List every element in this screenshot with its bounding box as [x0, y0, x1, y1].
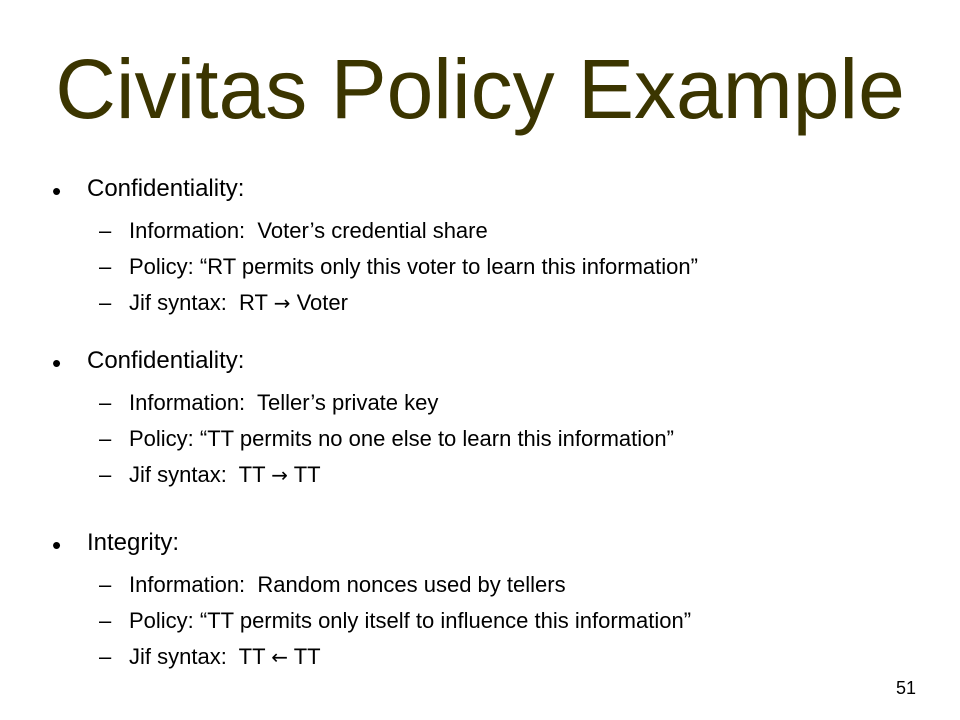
jif-reader: TT: [293, 462, 321, 487]
dash-icon: –: [99, 390, 112, 415]
dash-icon: –: [99, 218, 112, 243]
sub-item-label: Jif syntax:: [129, 462, 227, 487]
dash-icon: –: [99, 644, 112, 669]
dash-icon: –: [99, 254, 112, 279]
dash-icon: –: [99, 608, 112, 633]
dash-icon: –: [99, 462, 112, 487]
jif-owner: RT: [239, 290, 268, 315]
sub-item-label: Jif syntax:: [129, 644, 227, 669]
sub-item-label: Policy:: [129, 254, 194, 279]
jif-reader: TT: [293, 644, 321, 669]
dash-icon: –: [99, 290, 112, 315]
left-arrow-icon: ←: [271, 645, 289, 669]
sub-item-label: Policy:: [129, 426, 194, 451]
sub-item-value: “TT permits no one else to learn this information”: [199, 426, 674, 451]
sub-item-value: “RT permits only this voter to learn this information”: [199, 254, 698, 279]
jif-owner: TT: [238, 644, 266, 669]
sub-item-label: Information:: [129, 390, 246, 415]
page-number: 51: [895, 678, 916, 698]
bullet-heading: Confidentiality:: [87, 175, 245, 202]
bullet-icon: •: [52, 176, 62, 206]
sub-item-value: Voter’s credential share: [257, 218, 488, 243]
sub-item-label: Jif syntax:: [129, 290, 227, 315]
dash-icon: –: [99, 572, 112, 597]
dash-icon: –: [99, 426, 112, 451]
slide-title: Civitas Policy Example: [55, 42, 905, 136]
right-arrow-icon: →: [273, 291, 291, 315]
bullet-heading: Confidentiality:: [87, 347, 245, 374]
right-arrow-icon: →: [271, 463, 289, 487]
bullet-heading: Integrity:: [87, 529, 180, 556]
jif-reader: Voter: [296, 290, 348, 315]
jif-owner: TT: [238, 462, 266, 487]
sub-item-label: Information:: [129, 572, 246, 597]
bullet-icon: •: [52, 530, 62, 560]
sub-item-value: Random nonces used by tellers: [257, 572, 566, 597]
sub-item-label: Information:: [129, 218, 246, 243]
sub-item-value: “TT permits only itself to influence this information”: [199, 608, 692, 633]
sub-item-label: Policy:: [129, 608, 194, 633]
bullet-icon: •: [52, 348, 62, 378]
sub-item-value: Teller’s private key: [257, 390, 439, 415]
